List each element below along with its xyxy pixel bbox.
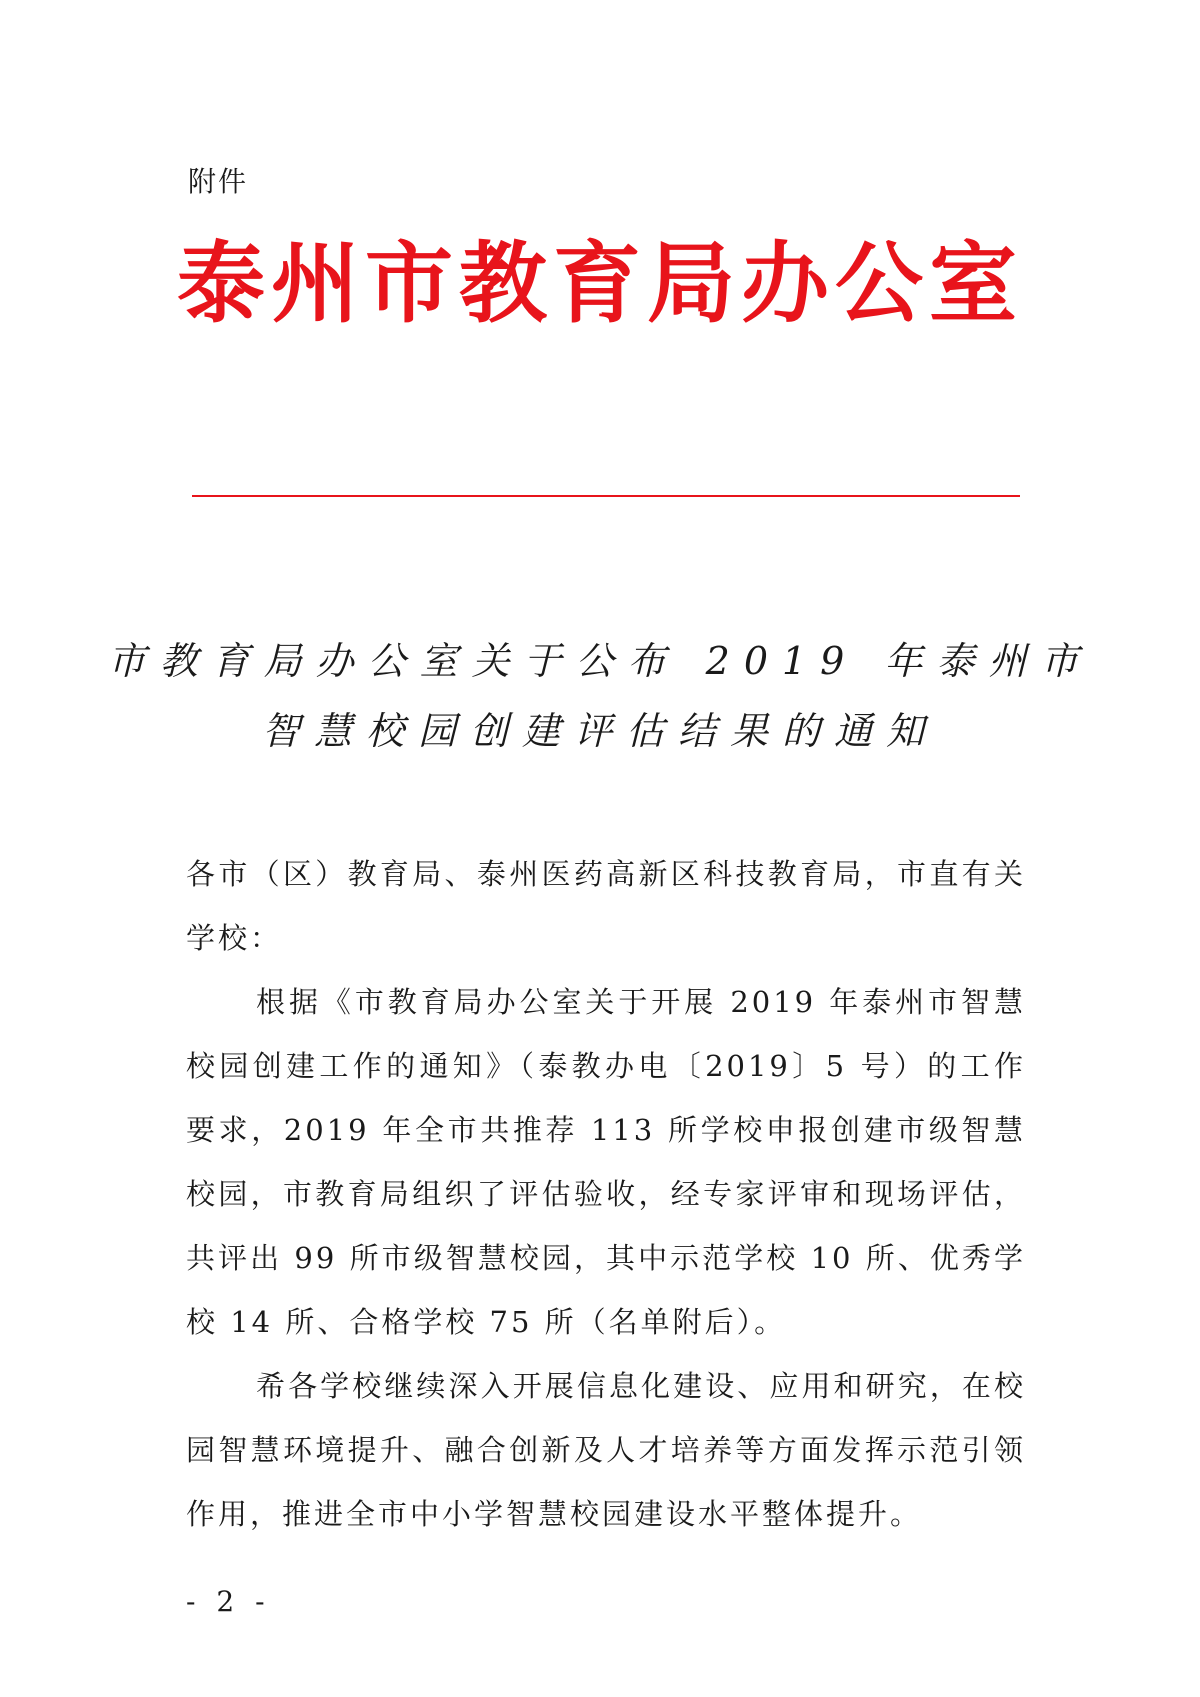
office-header: 泰州市教育局办公室	[176, 231, 1023, 335]
paragraph-2: 希各学校继续深入开展信息化建设、应用和研究，在校园智慧环境提升、融合创新及人才培养等方面发挥示范引领作用，推进全市中小学智慧校园建设水平整体提升。	[186, 1369, 1026, 1531]
document-title-line-2: 智慧校园创建评估结果的通知	[261, 709, 938, 753]
page-number: - 2 -	[186, 1585, 271, 1618]
attachment-label: 附件	[188, 165, 249, 198]
document-title-line-1: 市教育局办公室关于公布 2019 年泰州市	[107, 639, 1093, 683]
addressee: 各市（区）教育局、泰州医药高新区科技教育局，市直有关学校：	[186, 857, 1026, 955]
paragraph-1: 根据《市教育局办公室关于开展 2019 年泰州市智慧校园创建工作的通知》（泰教办电〔2019〕5 号）的工作要求，2019 年全市共推荐 113 所学校申报创建市级智慧校园，市教育局组织了评估验收，经专家评审和现场评估，共评出 99 所市级智慧校园，其中示范学校 10 所、优秀学校 14 所、合格学校 75 所（名单附后）。	[186, 985, 1026, 1339]
header-rule	[192, 495, 1020, 497]
